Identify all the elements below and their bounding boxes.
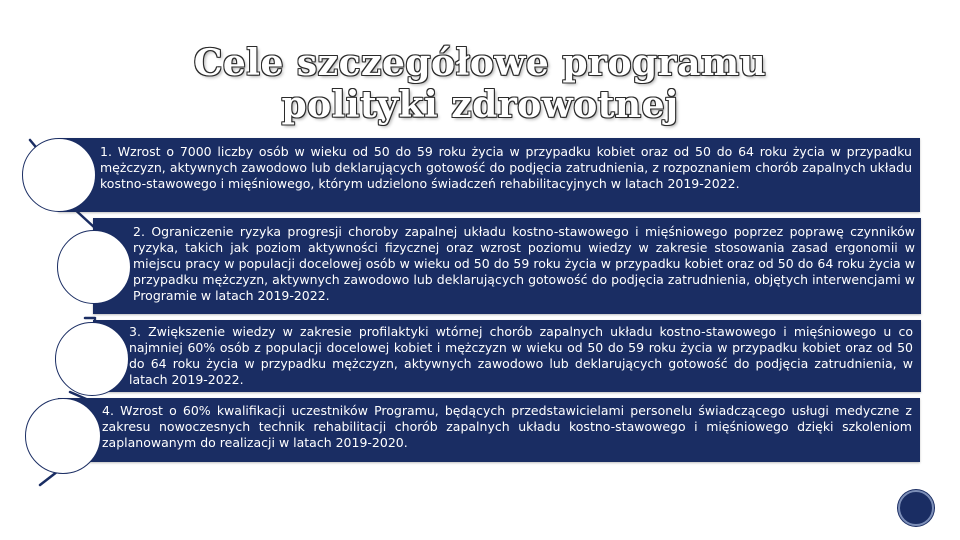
goal-panel-1 [58, 138, 920, 212]
goal-text: Zwiększenie wiedzy w zakresie profilaktyki wtórnej chorób zapalnych układu kostno-stawowego i mięśniowego u co najmniej 60% osób z populacji docelowej kobiet i mężczyzn w wieku od 50 do 59 roku życia w przypadku kobiet oraz od 50 do 64 roku życia w przypadku mężczyzn, aktywnych zawodowo lub deklarujących gotowość do podjęcia zatrudnienia, w latach 2019-2022. [129, 324, 913, 387]
page-title: Cele szczegółowe programu polityki zdrowotnej [193, 42, 767, 127]
goal-panel-2 [93, 218, 921, 314]
goal-text: Wzrost o 7000 liczby osób w wieku od 50 do 59 roku życia w przypadku kobiet oraz od 50 do 64 roku życia w przypadku mężczyzn, aktywnych zawodowo lub deklarujących gotowość do podjęcia zatrudnienia, z rozpoznaniem chorób zapalnych układu kostno-stawowego i mięśniowego, którym udzielono świadczeń rehabilitacyjnych w latach 2019-2022. [100, 144, 912, 191]
goal-number: 2. [133, 224, 145, 239]
goal-number: 1. [100, 144, 112, 159]
goal-panel-4 [58, 398, 920, 462]
goal-number: 3. [129, 324, 141, 339]
bullet-circle-1 [22, 138, 96, 212]
bullet-circle-4 [25, 398, 101, 474]
page-badge-icon [898, 490, 934, 526]
bullet-circle-2 [57, 230, 131, 304]
goal-number: 4. [102, 403, 114, 418]
goal-text: Wzrost o 60% kwalifikacji uczestników Programu, będących przedstawicielami personelu świadczącego usługi medyczne z zakresu nowoczesnych technik rehabilitacji chorób zapalnych układu kostno-stawowego i mięśniowego dzięki szkoleniom zaplanowanym do realizacji w latach 2019-2020. [102, 403, 912, 450]
bullet-circle-3 [55, 322, 129, 396]
goal-text: Ograniczenie ryzyka progresji choroby zapalnej układu kostno-stawowego i mięśniowego poprzez poprawę czynników ryzyka, takich jak poziom aktywności fizycznej oraz wzrost poziomu wiedzy w zakresie stosowania zasad ergonomii w miejscu pracy w populacji docelowej osób w wieku od 50 do 59 roku życia w przypadku kobiet oraz od 50 do 64 roku życia w przypadku mężczyzn, aktywnych zawodowo lub deklarujących gotowość do podjęcia zatrudnienia, objętych interwencjami w Programie w latach 2019-2022. [133, 224, 915, 303]
goal-panel-3 [93, 320, 921, 392]
